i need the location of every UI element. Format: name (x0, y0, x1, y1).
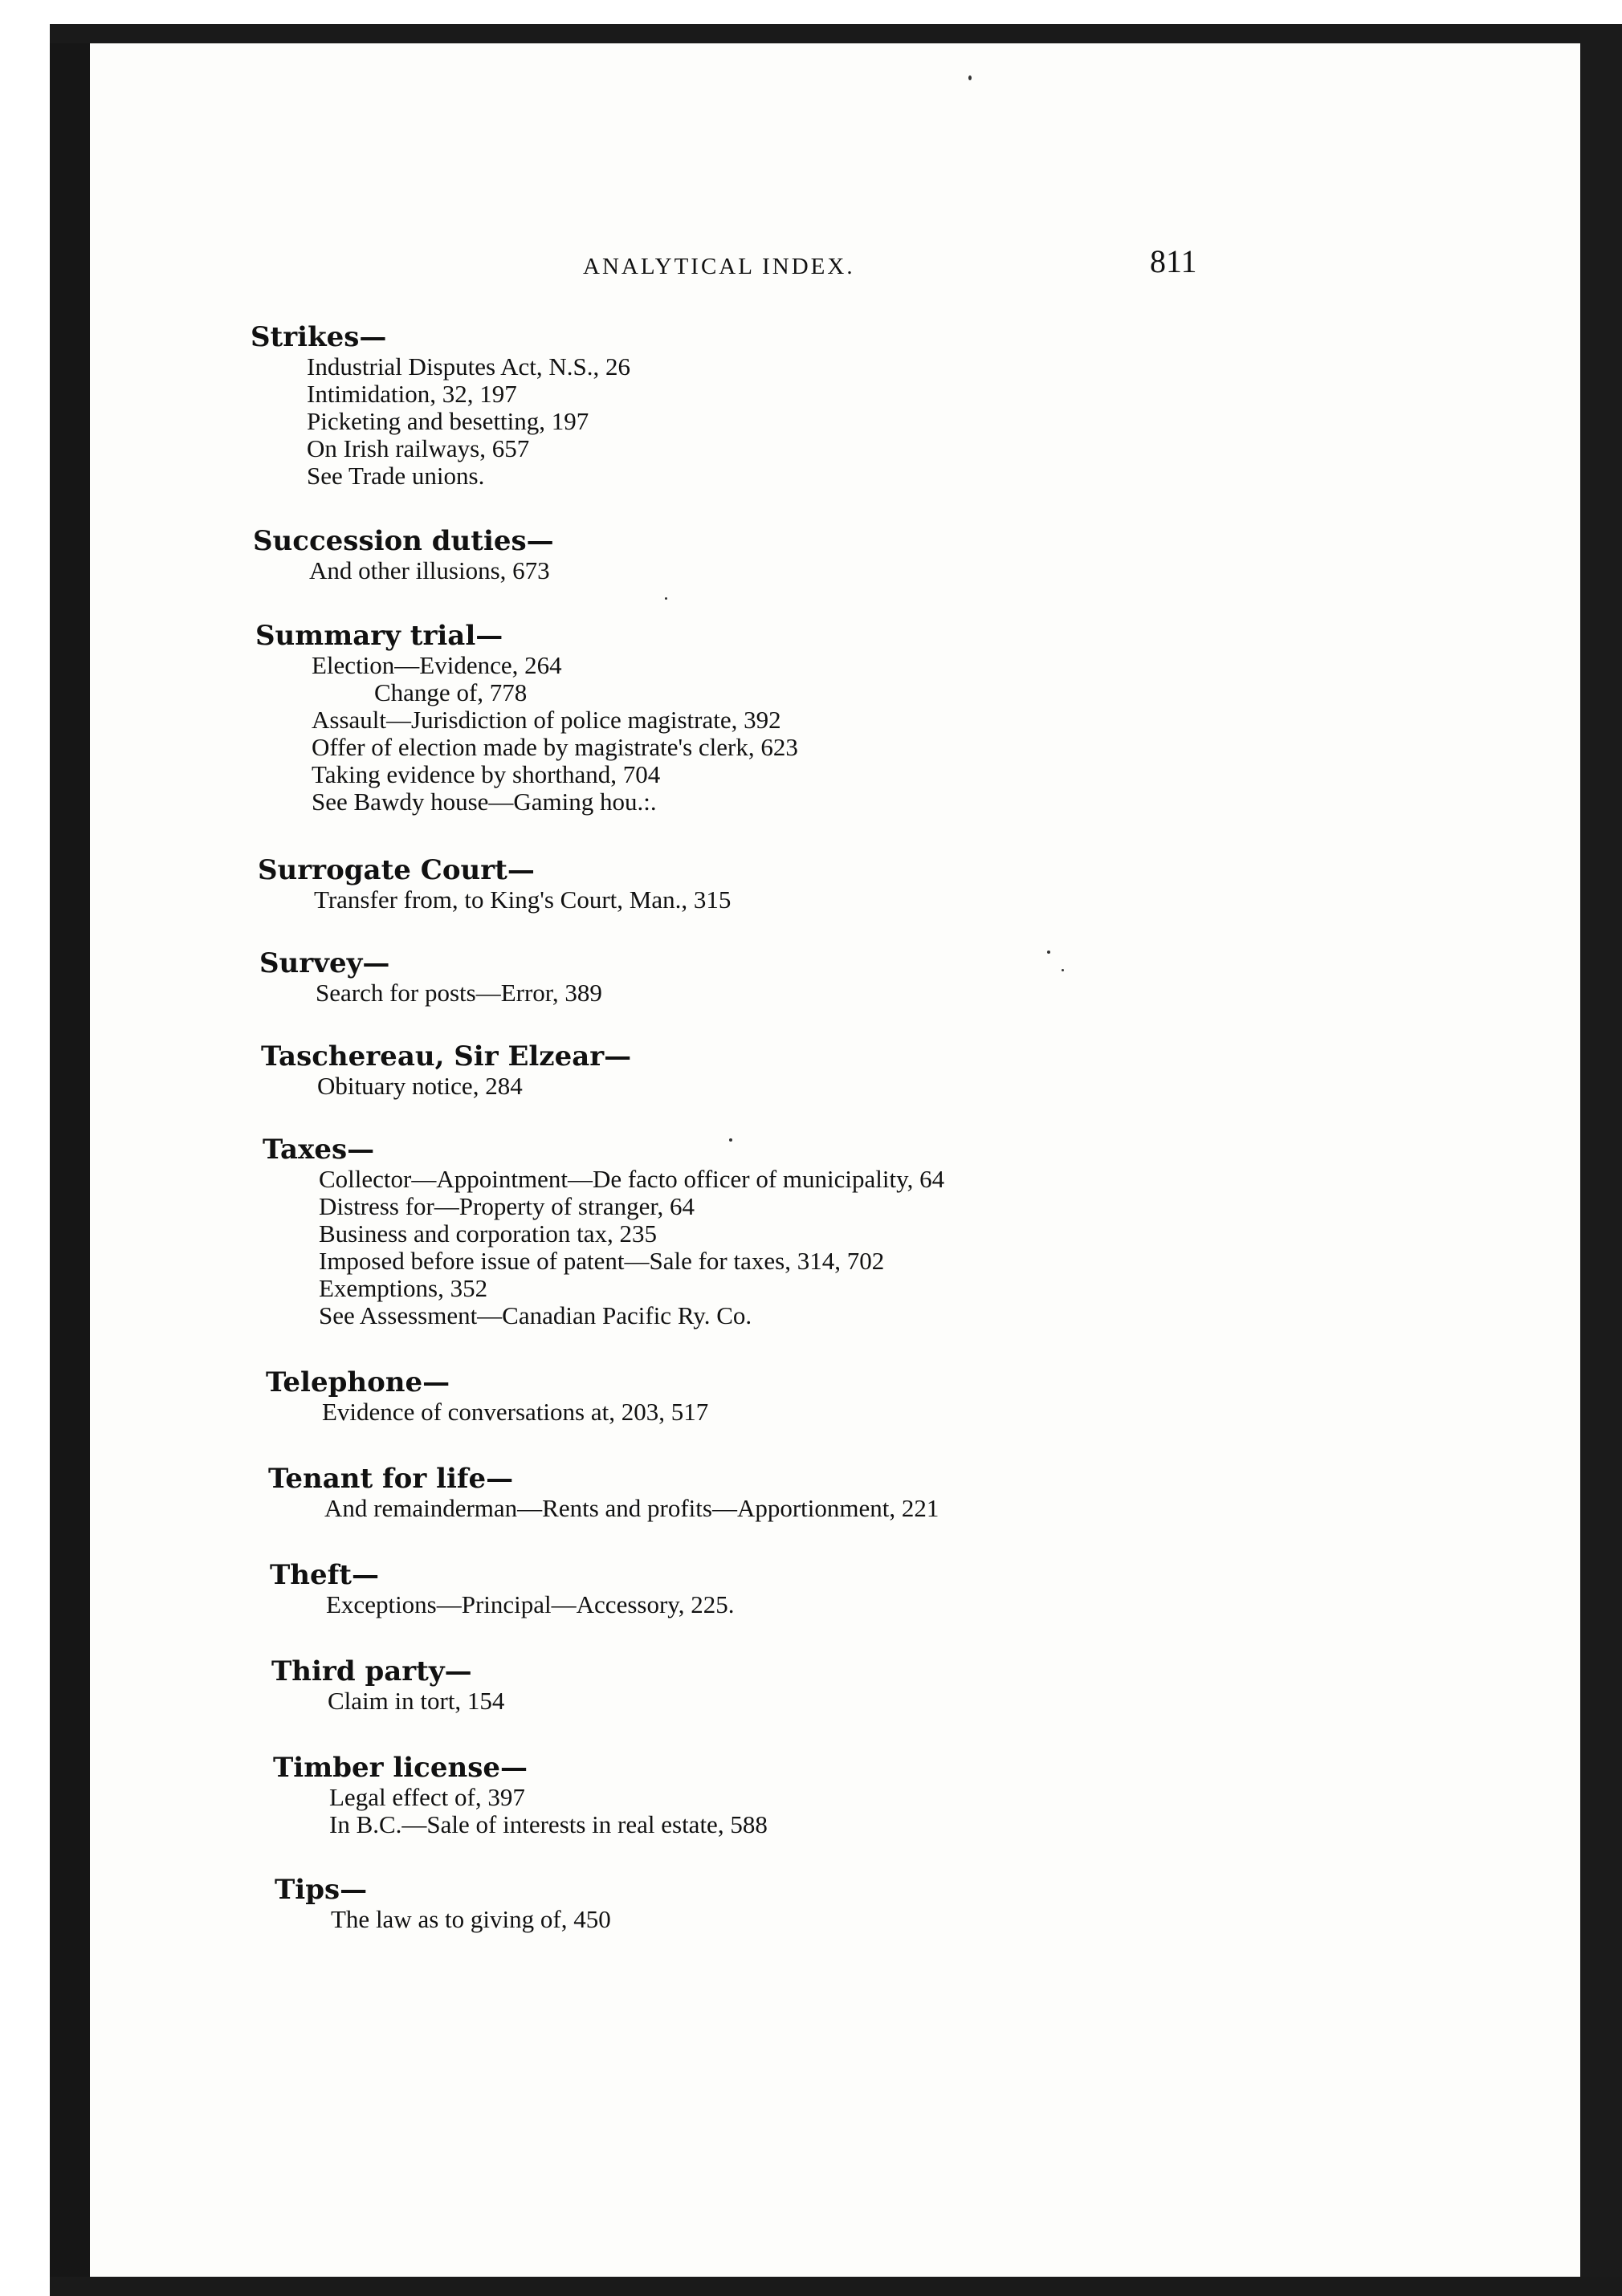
entry-line: See Assessment—Canadian Pacific Ry. Co. (319, 1301, 752, 1329)
index-entry-surrogate-court (258, 854, 731, 914)
entry-line: Imposed before issue of patent—Sale for taxes, 314, 702 (319, 1247, 885, 1275)
entry-line: See Bawdy house—Gaming hou.:. (312, 788, 657, 816)
entry-heading: Strikes— (251, 321, 387, 353)
entry-line: Exemptions, 352 (319, 1274, 488, 1302)
entry-heading: Tips— (275, 1874, 368, 1906)
entry-heading: Timber license— (273, 1752, 528, 1784)
scan-border-right (1580, 24, 1622, 2296)
index-entry-tenant-for-life (268, 1463, 939, 1522)
entry-line: Picketing and besetting, 197 (307, 407, 589, 435)
entry-line: Collector—Appointment—De facto officer of municipality, 64 (319, 1165, 945, 1193)
entry-line: Industrial Disputes Act, N.S., 26 (307, 352, 630, 381)
entry-heading: Summary trial— (255, 620, 503, 652)
index-entry-strikes (251, 321, 630, 490)
index-entry-tips (275, 1874, 611, 1933)
entry-line: Election—Evidence, 264 (312, 651, 562, 679)
index-entry-taxes (263, 1134, 944, 1329)
entry-line: And remainderman—Rents and profits—Apportionment, 221 (324, 1494, 939, 1522)
entry-line: Legal effect of, 397 (329, 1783, 525, 1811)
entry-heading: Survey— (259, 947, 390, 979)
entry-line: And other illusions, 673 (309, 556, 550, 584)
entry-heading: Succession duties— (253, 525, 554, 557)
entry-line: See Trade unions. (307, 462, 485, 490)
entry-line: Distress for—Property of stranger, 64 (319, 1192, 695, 1220)
entry-line: Evidence of conversations at, 203, 517 (322, 1398, 709, 1426)
entry-line: Taking evidence by shorthand, 704 (312, 760, 661, 788)
entry-heading: Taschereau, Sir Elzear— (261, 1040, 632, 1073)
ink-speck (665, 597, 667, 600)
index-entry-timber-license (273, 1752, 768, 1838)
scan-border-bottom (50, 2277, 1622, 2296)
entry-heading: Surrogate Court— (258, 854, 535, 886)
page-number: 811 (1150, 243, 1197, 279)
entry-line: Assault—Jurisdiction of police magistrate, 392 (312, 706, 781, 734)
scan-border-left (50, 24, 90, 2296)
entry-line: In B.C.—Sale of interests in real estate, 588 (329, 1810, 768, 1838)
entry-line: Obituary notice, 284 (317, 1072, 523, 1100)
entry-heading: Telephone— (266, 1366, 450, 1398)
entry-line: Offer of election made by magistrate's clerk, 623 (312, 733, 798, 761)
scan-border-top (50, 24, 1622, 43)
entry-heading: Taxes— (263, 1134, 375, 1166)
running-head: ANALYTICAL INDEX. (583, 254, 855, 279)
index-entry-theft (270, 1559, 735, 1618)
entry-line: On Irish railways, 657 (307, 434, 530, 462)
index-entry-taschereau (261, 1040, 631, 1100)
index-entry-telephone (266, 1366, 708, 1426)
entry-line: Search for posts—Error, 389 (316, 979, 602, 1007)
index-entry-survey (259, 947, 602, 1007)
entry-heading: Tenant for life— (268, 1463, 514, 1495)
index-entry-third-party (271, 1655, 504, 1715)
index-entry-summary-trial (255, 620, 798, 816)
entry-line: Exceptions—Principal—Accessory, 225. (326, 1590, 735, 1618)
entry-line: Intimidation, 32, 197 (307, 380, 517, 408)
ink-speck (1047, 951, 1050, 954)
entry-line: Claim in tort, 154 (328, 1687, 505, 1715)
index-entry-succession-duties (253, 525, 554, 584)
entry-line: The law as to giving of, 450 (331, 1905, 611, 1933)
entry-heading: Third party— (271, 1655, 472, 1687)
entry-line: Transfer from, to King's Court, Man., 315 (314, 885, 732, 914)
entry-heading: Theft— (270, 1559, 379, 1591)
ink-speck (968, 75, 972, 80)
ink-speck (1062, 969, 1064, 971)
entry-subline: Change of, 778 (374, 678, 528, 706)
entry-line: Business and corporation tax, 235 (319, 1219, 658, 1248)
